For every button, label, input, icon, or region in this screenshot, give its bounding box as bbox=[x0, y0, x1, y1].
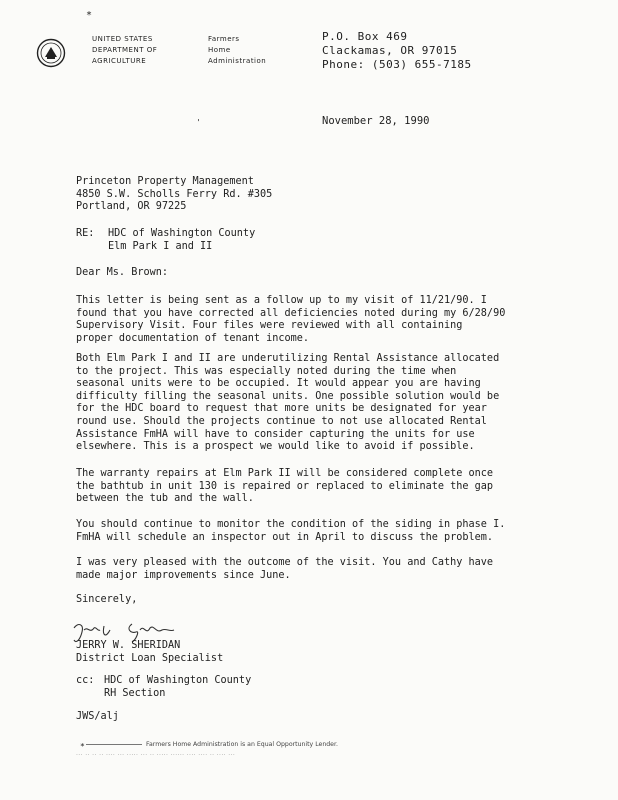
body-paragraph: Both Elm Park I and II are underutilizing Rental Assistance allocated to the project. This was especially noted during the time when seasonal units were to be occupied. It would appear you are having difficulty filling the seasonal units. One possible solution would be for the HDC board to request that more units be designated for year round use. Should the projects continue to not use allocated Rental Assistance FmHA will have to consider capturing the units for use elsewhere. This is a prospect we would like to avoid if possible. bbox=[76, 353, 500, 453]
faint-form-note: ··· ·· ·· ·· ···· ··· ····· ··· ·· ····· ······ ···· ···· ·· ···· ··· bbox=[76, 752, 236, 759]
typist-initials: JWS/alj bbox=[76, 711, 119, 722]
body-paragraph: You should continue to monitor the condition of the siding in phase I. FmHA will schedule an inspector out in April to discuss the problem. bbox=[76, 519, 506, 543]
cc-recipient: HDC of Washington County bbox=[104, 675, 252, 686]
address-line: Clackamas, OR 97015 bbox=[322, 44, 458, 57]
recipient-company: Princeton Property Management bbox=[76, 176, 254, 187]
signer-name: JERRY W. SHERIDAN bbox=[76, 640, 181, 651]
agency-name bbox=[92, 34, 172, 67]
cc-recipient: RH Section bbox=[104, 687, 166, 699]
division-line: Administration bbox=[208, 57, 267, 65]
stray-mark: ' bbox=[196, 118, 201, 127]
asterisk-mark: * bbox=[86, 10, 93, 21]
address-line: P.O. Box 469 bbox=[322, 30, 408, 43]
footer-rule bbox=[86, 744, 142, 745]
inside-address bbox=[76, 176, 272, 214]
recipient-city: Portland, OR 97225 bbox=[76, 201, 187, 213]
letter-date: November 28, 1990 bbox=[322, 115, 430, 127]
body-paragraph: This letter is being sent as a follow up to my visit of 11/21/90. I found that you have corrected all deficiencies noted during my 6/28/90 Supervisory Visit. Four files were reviewed with all containing proper documentation of tenant income. bbox=[76, 295, 506, 344]
subject-line: HDC of Washington County bbox=[108, 228, 256, 239]
signer-title: District Loan Specialist bbox=[76, 652, 224, 664]
signer-block bbox=[76, 640, 223, 665]
cc-label: cc: bbox=[76, 675, 95, 686]
subject-label: RE: bbox=[76, 228, 95, 239]
salutation: Dear Ms. Brown: bbox=[76, 267, 169, 278]
body-paragraph: The warranty repairs at Elm Park II will be considered complete once the bathtub in unit 130 is repaired or replaced to eliminate the gap between the tub and the wall. bbox=[76, 468, 494, 505]
usda-seal-icon bbox=[36, 38, 66, 68]
closing: Sincerely, bbox=[76, 594, 138, 605]
footer-asterisk: * bbox=[80, 742, 85, 751]
agency-line: DEPARTMENT OF bbox=[92, 46, 158, 54]
recipient-street: 4850 S.W. Scholls Ferry Rd. #305 bbox=[76, 188, 273, 200]
division-name bbox=[208, 34, 288, 67]
equal-opportunity-note: Farmers Home Administration is an Equal Opportunity Lender. bbox=[146, 741, 338, 748]
office-address bbox=[322, 30, 472, 72]
address-line: Phone: (503) 655-7185 bbox=[322, 58, 472, 71]
division-line: Farmers bbox=[208, 35, 240, 43]
agency-line: AGRICULTURE bbox=[92, 57, 147, 65]
body-paragraph: I was very pleased with the outcome of the visit. You and Cathy have made major improvements since June. bbox=[76, 557, 494, 581]
division-line: Home bbox=[208, 46, 231, 54]
subject-line: Elm Park I and II bbox=[108, 240, 213, 252]
agency-line: UNITED STATES bbox=[92, 35, 153, 43]
